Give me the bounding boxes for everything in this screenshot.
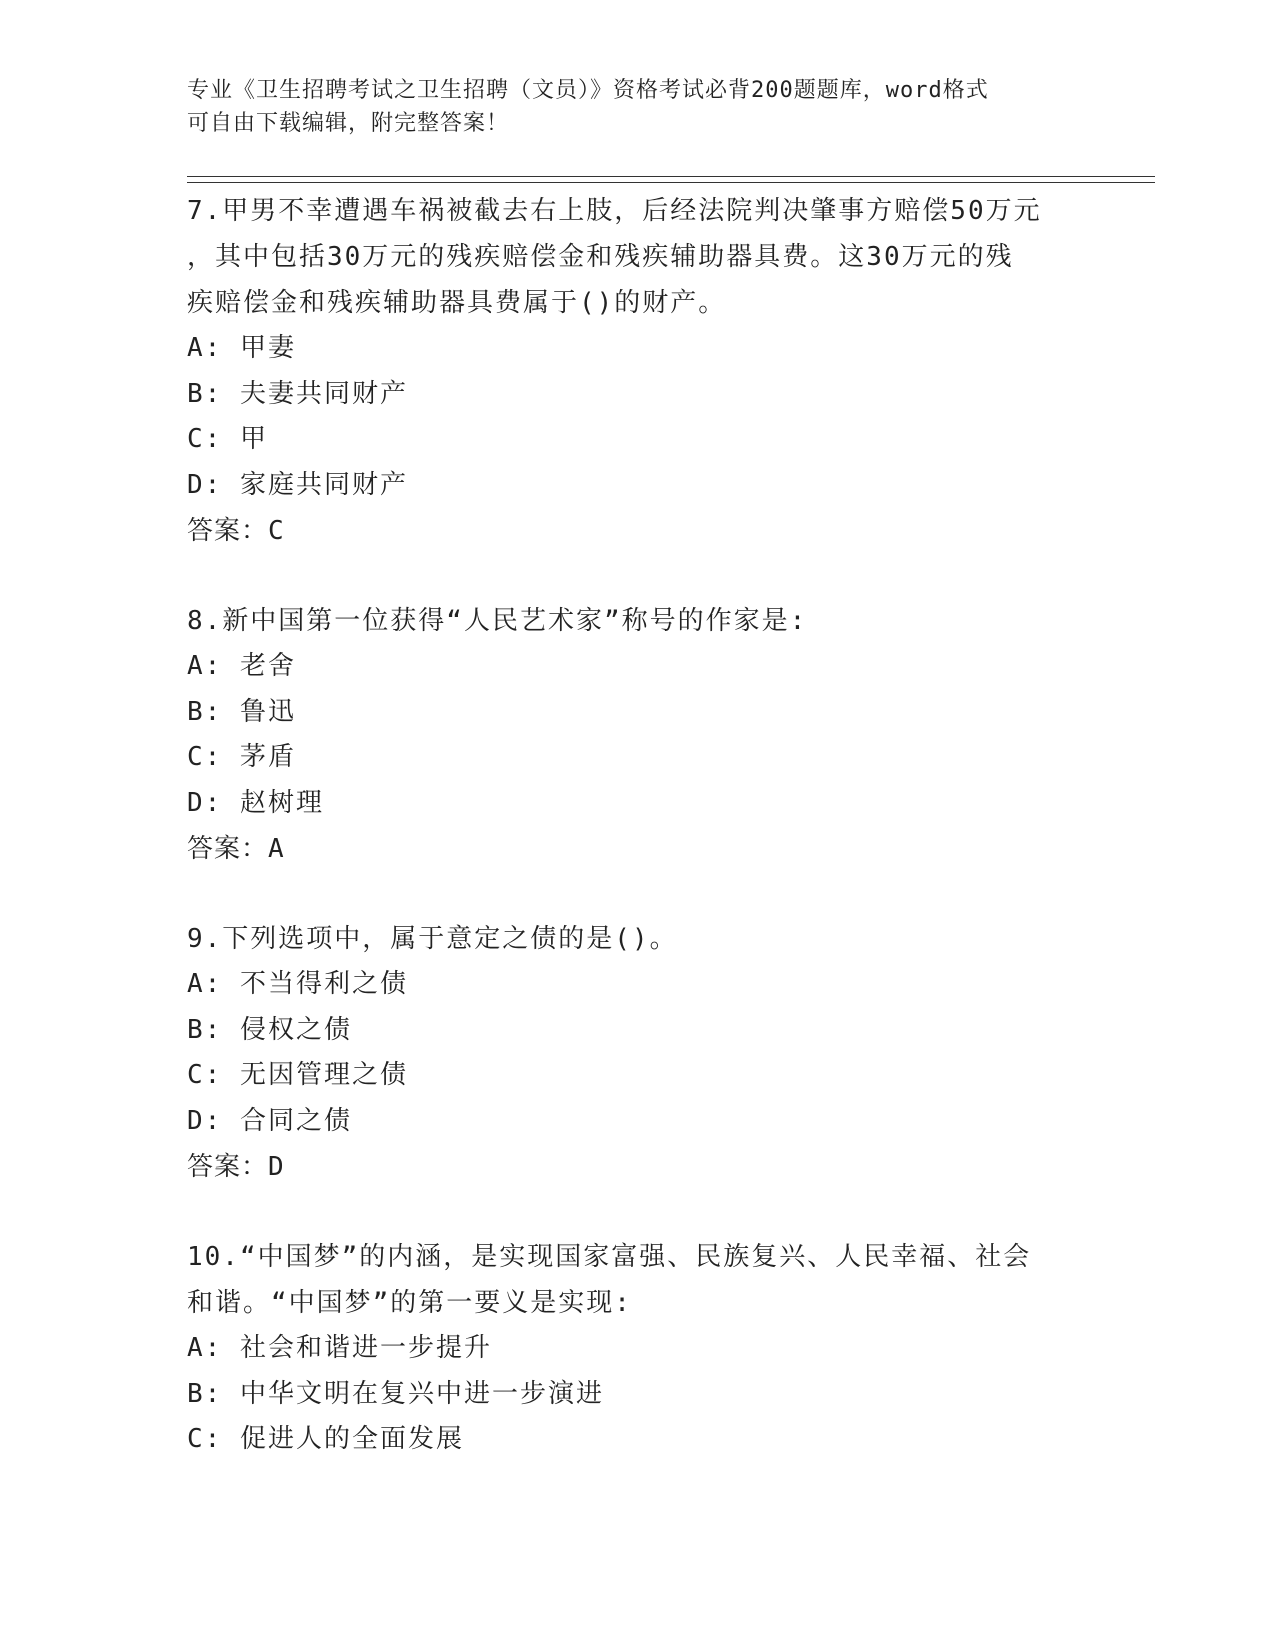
question-item — [187, 1234, 1087, 1463]
question-stem-line: 10.“中国梦”的内涵，是实现国家富强、民族复兴、人民幸福、社会 — [187, 1242, 1032, 1272]
header-line-1: 专业《卫生招聘考试之卫生招聘（文员）》资格考试必背200题题库，word格式 — [187, 78, 989, 103]
header-divider-top — [187, 176, 1155, 177]
answer-label: 答案： — [187, 516, 269, 546]
option-d: D: 合同之债 — [187, 1105, 352, 1136]
question-stem-line: 和谐。“中国梦”的第一要义是实现: — [187, 1288, 632, 1318]
answer-value: D — [268, 1152, 285, 1182]
answer-line — [187, 1144, 1087, 1190]
question-stem-line: 7.甲男不幸遭遇车祸被截去右上肢，后经法院判决肇事方赔偿50万元 — [187, 196, 1042, 226]
option-c: C: 茅盾 — [187, 742, 296, 772]
option-d: D: 赵树理 — [187, 787, 324, 818]
option-b: B: 夫妻共同财产 — [187, 378, 408, 409]
document-header — [187, 74, 1087, 140]
question-stem-line: 9.下列选项中，属于意定之债的是()。 — [187, 924, 678, 954]
question-stem-line: 8.新中国第一位获得“人民艺术家”称号的作家是: — [187, 606, 808, 636]
answer-line — [187, 508, 1087, 554]
option-a: A: 社会和谐进一步提升 — [187, 1333, 492, 1363]
option-a: A: 老舍 — [187, 651, 296, 681]
answer-label: 答案： — [187, 834, 269, 864]
option-c: C: 无因管理之债 — [187, 1060, 408, 1090]
answer-label: 答案： — [187, 1152, 269, 1182]
question-stem-line: ，其中包括30万元的残疾赔偿金和残疾辅助器具费。这30万元的残 — [187, 242, 1014, 272]
option-b: B: 中华文明在复兴中进一步演进 — [187, 1378, 604, 1409]
question-item — [187, 188, 1087, 554]
answer-line — [187, 826, 1087, 872]
header-line-2: 可自由下载编辑，附完整答案！ — [187, 111, 510, 136]
option-b: B: 侵权之债 — [187, 1014, 352, 1045]
answer-value: A — [268, 834, 285, 864]
option-b: B: 鲁迅 — [187, 696, 296, 727]
header-divider-bottom — [187, 182, 1155, 183]
option-d: D: 家庭共同财产 — [187, 469, 408, 500]
answer-value: C — [268, 516, 285, 546]
option-c: C: 促进人的全面发展 — [187, 1424, 464, 1454]
question-stem-line: 疾赔偿金和残疾辅助器具费属于()的财产。 — [187, 288, 727, 318]
option-c: C: 甲 — [187, 424, 268, 454]
question-item — [187, 916, 1087, 1190]
option-a: A: 甲妻 — [187, 333, 296, 363]
question-item — [187, 598, 1087, 872]
option-a: A: 不当得利之债 — [187, 969, 408, 999]
question-list — [187, 188, 1087, 1507]
